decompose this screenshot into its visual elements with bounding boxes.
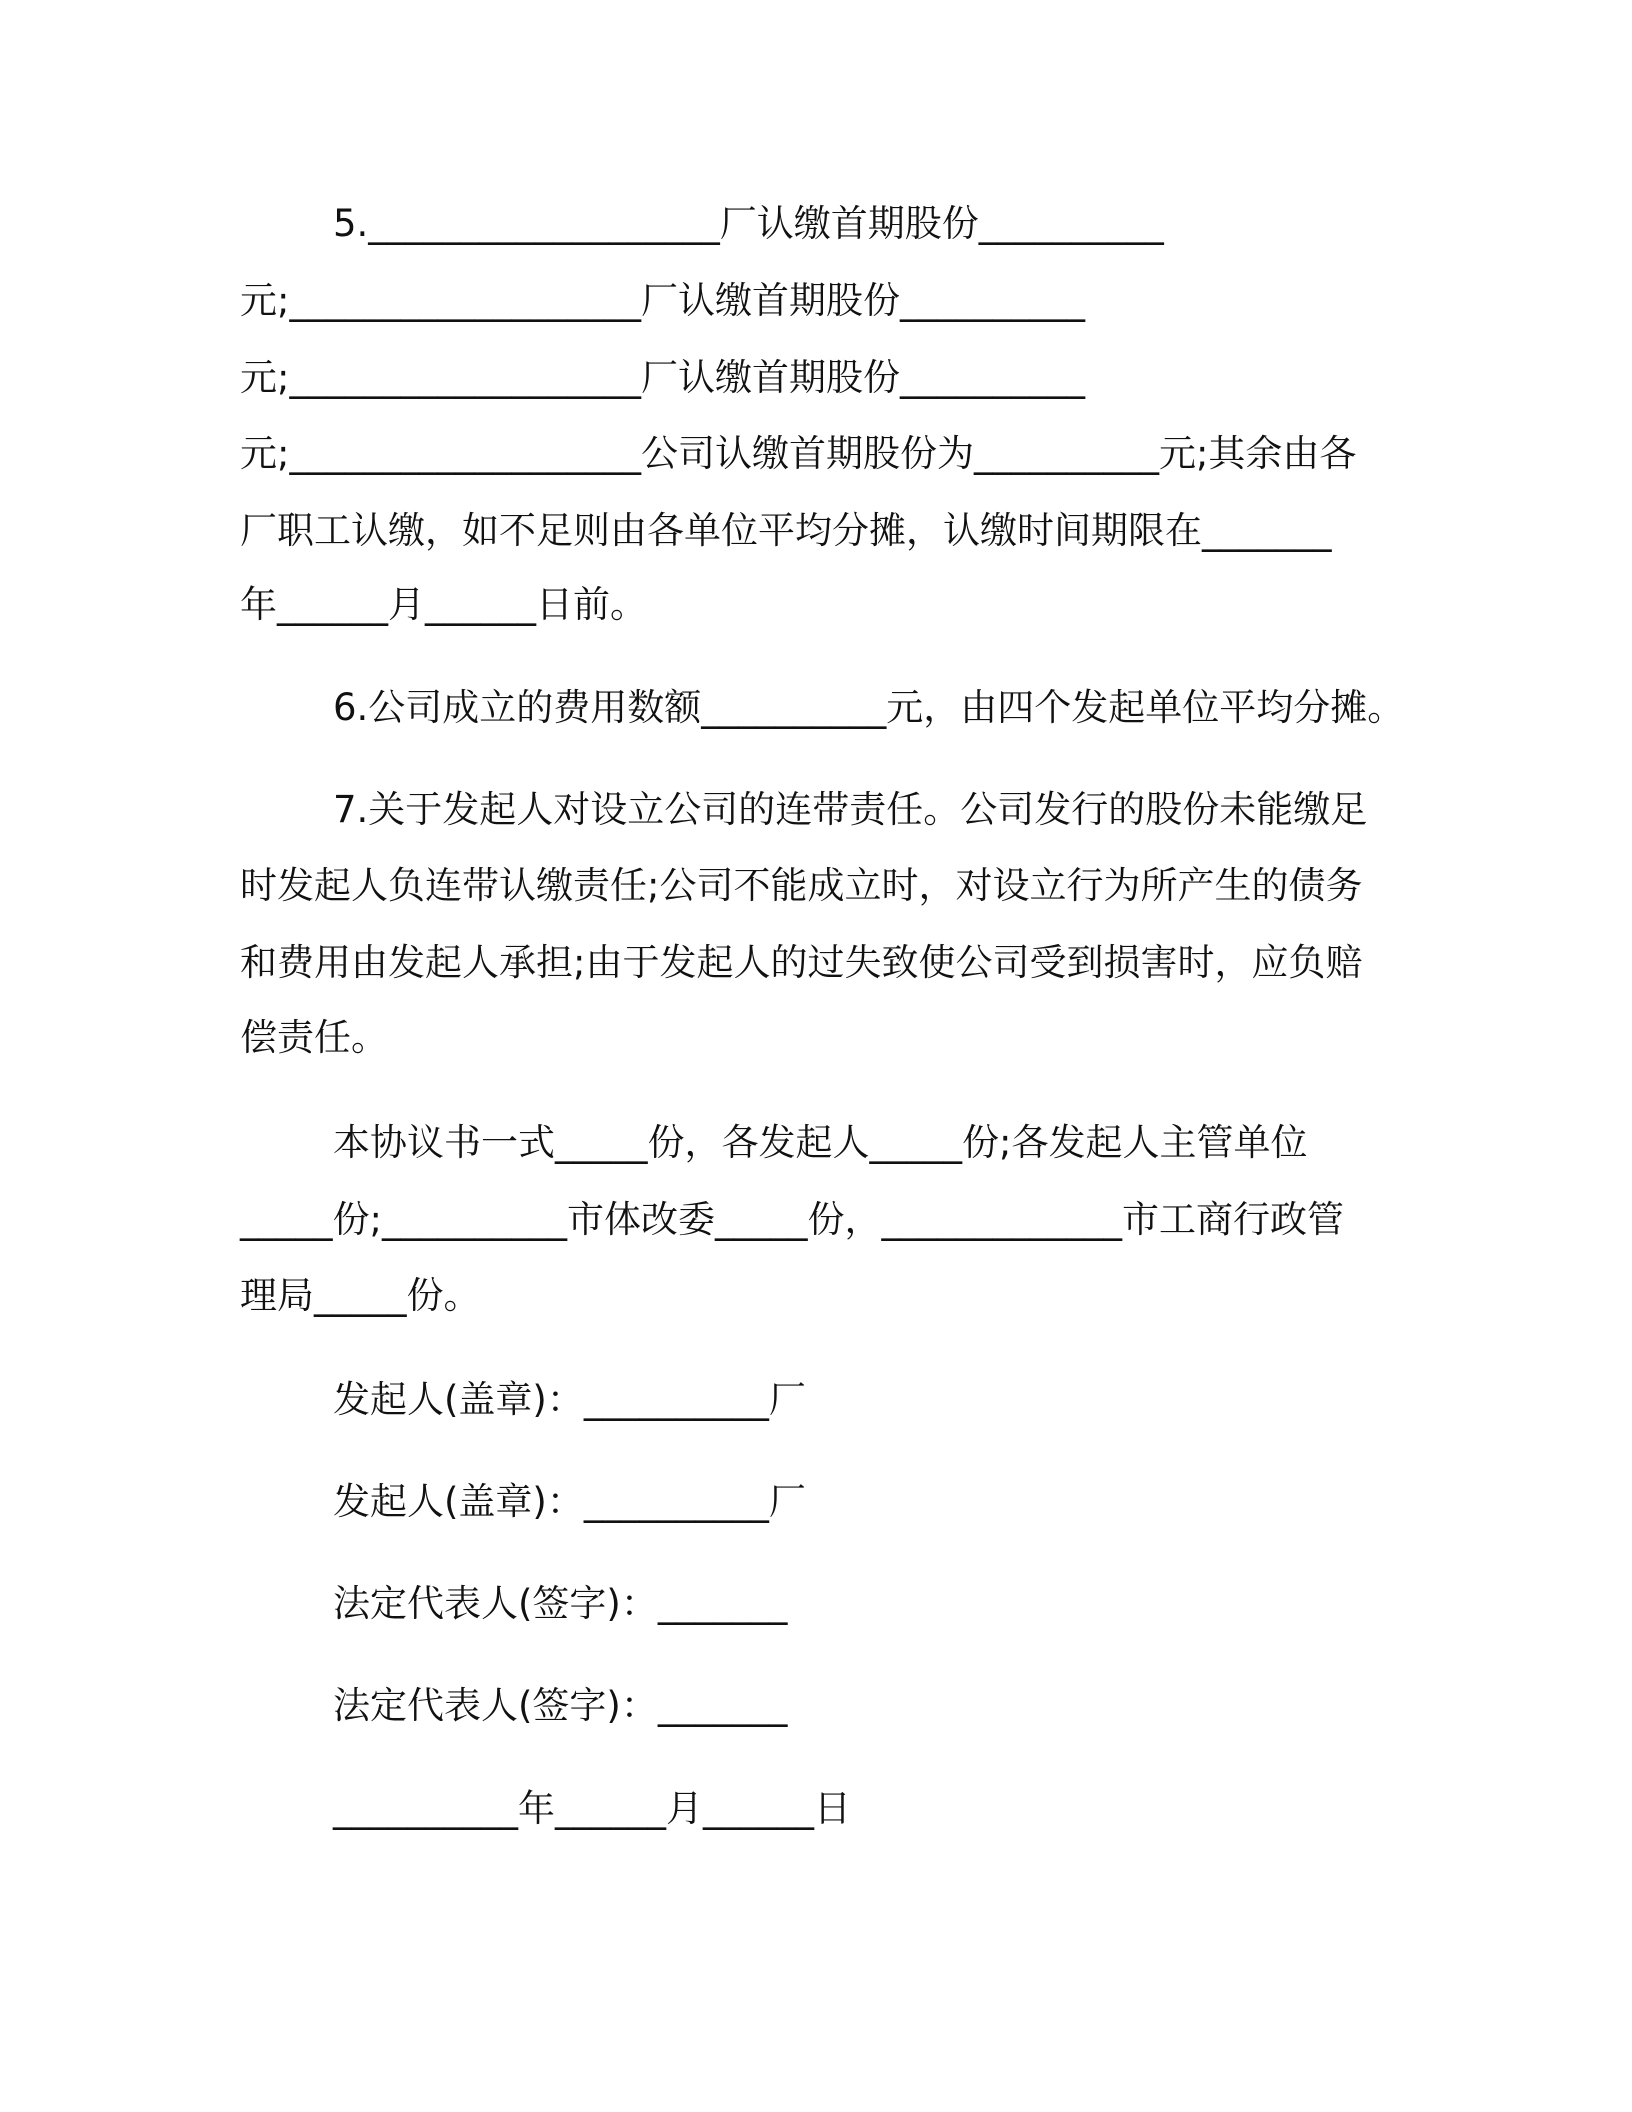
clause-7-line-1: 7.关于发起人对设立公司的连带责任。公司发行的股份未能缴足 <box>333 788 1368 831</box>
clause-5-line-2: 元;___________________厂认缴首期股份__________ <box>240 279 1085 322</box>
legal-rep-signature-line-2: 法定代表人(签字)：_______ <box>333 1684 788 1727</box>
clause-7-line-4: 偿责任。 <box>240 1016 388 1059</box>
clause-7-line-2: 时发起人负连带认缴责任;公司不能成立时，对设立行为所产生的债务 <box>240 864 1363 907</box>
clause-5-line-1: 5.___________________厂认缴首期股份__________ <box>333 202 1164 245</box>
clause-5-line-5: 厂职工认缴，如不足则由各单位平均分摊，认缴时间期限在_______ <box>240 509 1332 552</box>
copies-line-1: 本协议书一式_____份，各发起人_____份;各发起人主管单位 <box>333 1121 1308 1164</box>
copies-line-3: 理局_____份。 <box>240 1274 481 1317</box>
promoter-seal-line-2: 发起人(盖章)：__________厂 <box>333 1480 806 1523</box>
clause-5-line-3: 元;___________________厂认缴首期股份__________ <box>240 356 1085 399</box>
clause-5-line-6: 年______月______日前。 <box>240 583 647 626</box>
clause-7-line-3: 和费用由发起人承担;由于发起人的过失致使公司受到损害时，应负赔 <box>240 941 1363 984</box>
date-line: __________年______月______日 <box>333 1787 851 1830</box>
promoter-seal-line-1: 发起人(盖章)：__________厂 <box>333 1378 806 1421</box>
clause-5-line-4: 元;___________________公司认缴首期股份为__________元;其余由各 <box>240 432 1357 475</box>
copies-line-2: _____份;__________市体改委_____份，_____________市工商行政管 <box>240 1198 1344 1241</box>
legal-rep-signature-line-1: 法定代表人(签字)：_______ <box>333 1582 788 1625</box>
clause-6-line-1: 6.公司成立的费用数额__________元，由四个发起单位平均分摊。 <box>333 686 1405 729</box>
